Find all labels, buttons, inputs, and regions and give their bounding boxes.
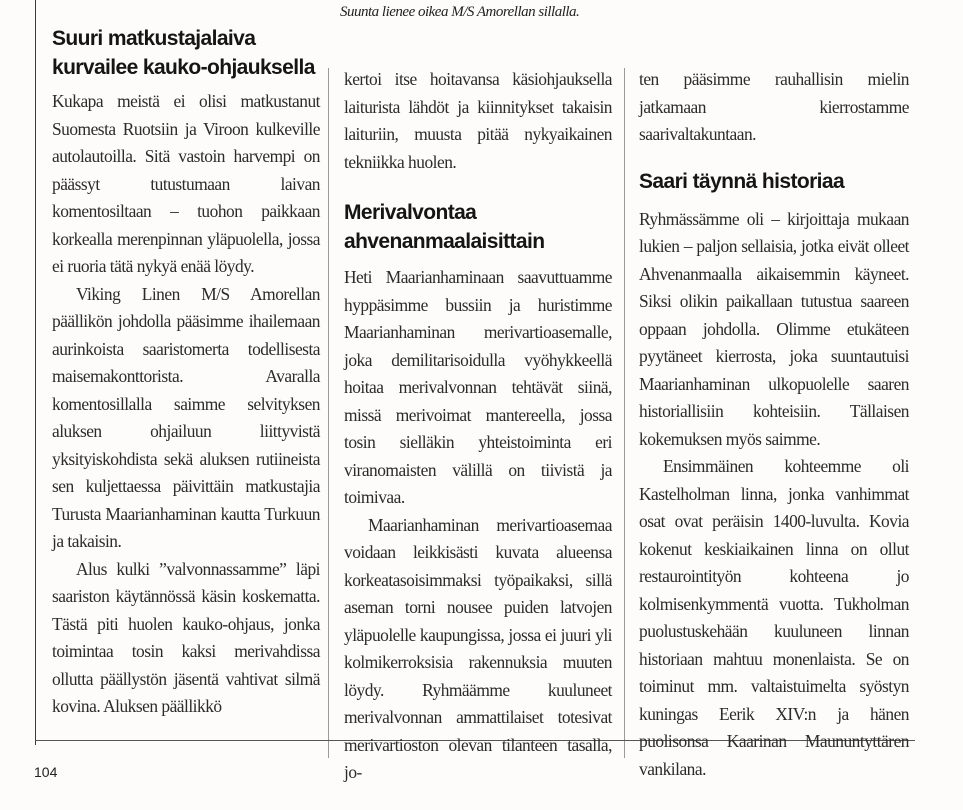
page-number: 104 (34, 764, 58, 780)
column-divider-1 (328, 68, 329, 758)
photo-caption: Suunta lienee oikea M/S Amorellan sillalla. (340, 4, 580, 20)
article-column-2 (344, 66, 612, 787)
section-heading-1: Suuri matkustajalaiva kurvailee kauko-ohjauksella (52, 27, 315, 79)
section-heading-2: Merivalvontaa ahvenanmaalaisittain (344, 201, 545, 253)
paragraph: Kukapa meistä ei olisi matkustanut Suomesta Ruotsiin ja Viroon kulkeville autolautoilla. Sitä vastoin harvempi on päässyt tutustumaan laivan komentosiltaan – tuohon paikkaan korkealla merenpinnan yläpuolella, jossa ei ruoria tätä nykyä enää löydy. (52, 91, 320, 276)
paragraph: Ryhmässämme oli – kirjoittaja mukaan lukien – paljon sellaisia, jotka eivät olleet Ahvenanmaalla aikaisemmin käyneet. Siksi olikin paikallaan tutustua saareen oppaan johdolla. Olimme etukäteen pyytäneet kierrosta, joka suuntautuisi Maarianhaminan ulkopuolelle saaren historiallisiin kohteisiin. Tällaisen kokemuksen myös saimme. (639, 208, 909, 449)
paragraph: Heti Maarianhaminaan saavuttuamme hyppäsimme bussiin ja huristimme Maarianhaminan merivartioasemalle, joka demilitarisoidulla vyöhykkeellä hoitaa merivalvonnan tehtävät siinä, missä merivoimat mantereella, jossa tosin sielläkin yhteistoiminta eri viranomaisten välillä on tiivistä ja toimivaa. (344, 267, 612, 507)
article-column-3 (639, 66, 909, 783)
paragraph-continuation: kertoi itse hoitavansa käsiohjauksella laiturista lähdöt ja kiinnitykset takaisin laituriin, muusta pitää nykyaikainen tekniikka huolen. (344, 69, 612, 172)
paragraph-continuation: ten pääsimme rauhallisin mielin jatkamaan kierrostamme saarivaltakuntaan. (639, 69, 909, 144)
section-heading-3: Saari täynnä historiaa (639, 169, 845, 193)
column-divider-2 (624, 68, 625, 758)
paragraph: Viking Linen M/S Amorellan päällikön johdolla pääsimme ihailemaan aurinkoista saaristomerta todellisesta maisemakonttorista. Avaralla komentosillalla saimme selvityksen aluksen ohjailuun liittyvistä yksityiskohdista sekä aluksen rutiineista sen kuljettaessa päivittäin matkustajia Turusta Maarianhaminan kautta Turkuun ja takaisin. (52, 283, 320, 551)
paragraph: Maarianhaminan merivartioasemaa voidaan leikkisästi kuvata alueensa korkeatasoisimmaksi työpaikaksi, sillä aseman torni nousee puiden latvojen yläpuolelle kaupungissa, jossa ei juuri yli kolmikerroksisia rakennuksia muuten löydy. Ryhmäämme kuuluneet merivalvonnan ammattilaiset totesivat merivartioston olevan tilanteen tasalla, jo- (344, 514, 612, 782)
paragraph: Alus kulki ”valvonnassamme” läpi saariston käytännössä käsin koskematta. Tästä piti huolen kauko-ohjaus, jonka toimintaa tosin kaksi merivahdissa ollutta päällystön jäsentä vahtivat silmä kovina. Aluksen päällikkö (52, 558, 320, 716)
left-column-rule (35, 0, 36, 745)
article-column-1 (52, 24, 320, 721)
paragraph: Ensimmäinen kohteemme oli Kastelholman linna, jonka vanhimmat osat ovat peräisin 1400-luvulta. Kovia kokenut keskiaikainen linna on ollut restaurointityön kohteena jo kolmisenkymmentä vuotta. Tukholman puolustuskehään kuuluneen linnan historiaan mahtuu monenlaista. Se on toiminut mm. valtaistuimelta syöstyn kuningas Eerik XIV:n ja hänen puolisonsa Kaarinan Maununtyttären vankilana. (639, 456, 909, 779)
